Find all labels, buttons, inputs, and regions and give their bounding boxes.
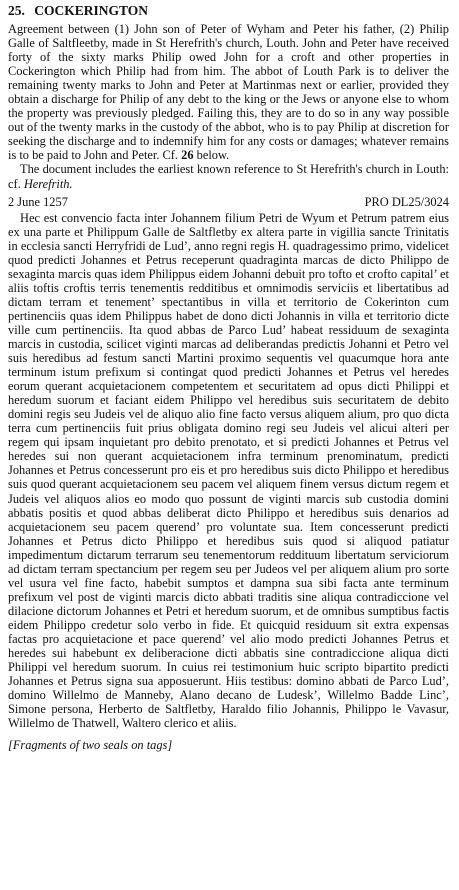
document-page	[8, 0, 449, 752]
charter-number: 25.	[8, 3, 25, 18]
cross-reference-number: 26	[181, 148, 194, 163]
summary-text-end: below.	[196, 148, 230, 163]
archive-reference: PRO DL25/3024	[364, 194, 449, 209]
summary-paragraph	[8, 22, 449, 162]
charter-title: COCKERINGTON	[34, 3, 149, 18]
charter-date: 2 June 1257	[8, 194, 68, 209]
summary-note-text: The document includes the earliest known reference to St Herefrith's church in Louth: cf.	[8, 162, 449, 191]
dateline	[8, 195, 449, 209]
latin-text: Hec est convencio facta inter Johannem filium Petri de Wyum et Petrum patrem eius ex una parte et Philippum Galle de Saltfletby ex altera parte in vigillia sancte Trinitatis in ecclesia sancti Herryfridi de Lud’, anno regni regis H. quadragessimo primo, videlicet quod predicti Johannes et Petrus receperunt quadraginta marcas de dicto Philippo de sexaginta marcis quas idem Philippus eidem Johanni debuit pro tofto et crofto capital’ et aliis toftis croftis terris tenementis redditibus et omnimodis serviciis et libertatibus ad dictam terram et tenement’ spectantibus in villa et territorio de Cokerinton cum pertinenciis quas idem Philippus habet de dono dicti Johannis in villa et territorio dicte ville cum pertinenciis. Ita quod abbas de Parco Lud’ habeat ressiduum de sexaginta marcis in custodia, scilicet viginti marcas ad deliberandas predictis Johanni et Petro vel suis heredibus ad festum sancti Martini proximo sequentis vel quacumque hora ante terminum istum prefixum si contingat quod predicti Johannes et Petrus vel heredes eorum querant acquietacionem competentem et securitatem ad opus dicti Philippi et heredum suorum et faciant eidem Philippo vel heredibus suis securitatem de debito domini regis seu Judeis vel de aliquo alio fine facto versus aliquem alium, pro quo dicta terra cum pertinenciis fuit prius obligata domino regi seu Judeis vel alicui alteri per regem qui ipsam inquietant pro debito prenotato, et si predicti Johannes et Petrus vel heredes sui non querant acquietacionem infra terminum prenominatum, predicti Johannes et Petrus concesserunt pro eis et pro heredibus suis dicto Philippo et heredibus suis quod querant acquietacionem seu pacem vel aliquem finem versus dictum regem et Judeis vel aliquos alios eo modo quo possunt de viginti marcis sub custodia domini abbatis positis et quod abbas deliberat dicto Philippo et heredibus suis denarios ad acquietacionem seu pacem querend’ pro voluntate sua. Item concesserunt predicti Johannes et Petrus dicto Philippo et heredibus suis quod si aliquod patiatur impedimentum dictarum terrarum seu tenementorum reddituum libertatum serviciorum ad dictam terram spectancium per regem seu per Judeos vel per aliquem alium pro sorte vel usura vel fine facto, habebit sumptos et dampna sua sibi facta ante terminum prefixum vel post de viginti marcis dicto abbati traditis sine aliqua contradiccione vel dilacione dictorum Johannes et Petri et heredum suorum, et de omnibus sumptibus factis eidem Philippo credetur solo verbo in fide. Et quicquid residuum sit extra expensas factas pro acquietacione et pace querend’ vel alio modo predicti Johannes Petrus et heredes sui habebunt ex deliberacione dicti abbatis sine contradiccione aliqua dicti Philippi vel heredum suorum. In cuius rei testimonium huic scripto bipartito predicti Johannes et Petrus signa sua apposuerunt. Hiis testibus: domino abbati de Parco Lud’, domino Willelmo de Manneby, Alano decano de Ludesk’, Willelmo Badde Linc’, Simone persona, Herberto de Saltfletby, Haraldo filio Johannis, Philippo le Vavasur, Willelmo de Thatwell, Waltero clerico et aliis.	[8, 210, 449, 731]
seal-note: [Fragments of two seals on tags]	[8, 738, 173, 753]
summary-text: Agreement between (1) John son of Peter of Wyham and Peter his father, (2) Philip Galle of Saltfleetby, made in St Herefrith's church, Louth. John and Peter have received forty of the sixty marks Philip owed John for a croft and other properties in Cockerington which Philip had from him. The abbot of Louth Park is to deliver the remaining twenty marks to John and Peter at Martinmas next or earlier, provided they obtain a discharge for Philip of any debt to the king or the Jews or anyone else to whom the property was previously pledged. Failing this, they are to do so in any way possible out of the twenty marks in the custody of the abbot, who is to pay Philip at discretion for seeking the discharge and to indemnify him for any costs or damages; whatever remains is to be paid to John and Peter. Cf.	[8, 22, 449, 163]
cross-reference-term: Herefrith.	[23, 176, 73, 191]
summary-note	[8, 162, 449, 190]
charter-heading	[8, 3, 449, 19]
